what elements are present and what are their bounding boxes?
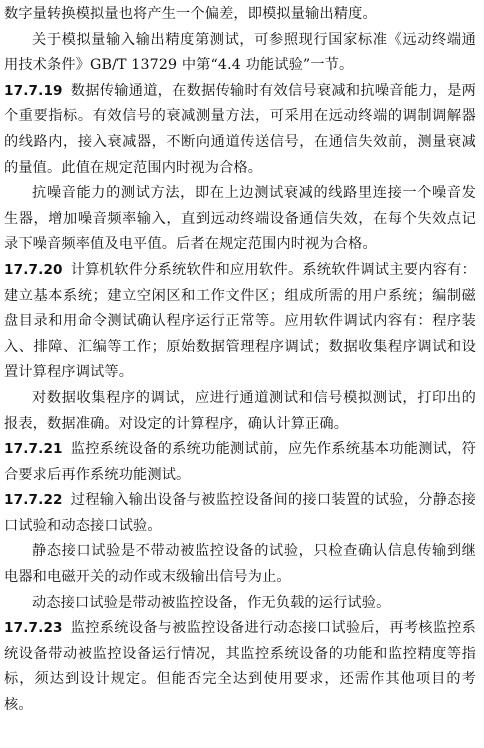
paragraph-1 xyxy=(4,28,476,79)
paragraph-5 xyxy=(4,386,476,437)
section-number: 17.7.22 xyxy=(4,492,63,509)
paragraph-text: 监控系统设备与被监控设备进行动态接口试验后，再考核监控系统设备带动被监控设备运行情况，其监控系统设备的功能和监控精度等指标，须达到设计规定。但能否完全达到使用要求，还需作其他项目的考核。 xyxy=(4,620,476,714)
section-number: 17.7.20 xyxy=(4,261,63,278)
paragraph-9 xyxy=(4,591,476,617)
paragraph-text: 数据传输通道，在数据传输时有效信号衰减和抗噪音能力，是两个重要指标。有效信号的衰减测量方法，可采用在远动终端的调制调解器的线路内，接入衰减器，不断向通道传送信号，在通信失效前，测量衰减的量值。此值在规定范围内时视为合格。 xyxy=(4,82,476,176)
paragraph-0 xyxy=(4,2,476,28)
paragraph-text: 对数据收集程序的调试，应进行通道测试和信号模拟测试，打印出的报表，数据准确。对设定的计算程序，确认计算正确。 xyxy=(4,389,476,432)
paragraph-text: 动态接口试验是带动被监控设备，作无负载的运行试验。 xyxy=(32,594,391,611)
section-17-7-20 xyxy=(4,258,476,386)
paragraph-text: 抗噪音能力的测试方法，即在上边测试衰减的线路里连接一个噪音发生器，增加噪音频率输入，直到远动终端设备通信失效，在每个失效点记录下噪音频率值及电平值。后者在规定范围内时视为合格。 xyxy=(4,185,476,253)
paragraph-text: 监控系统设备的系统功能测试前，应先作系统基本功能测试，符合要求后再作系统功能测试。 xyxy=(4,441,476,483)
section-17-7-21 xyxy=(4,437,476,488)
paragraph-text: 过程输入输出设备与被监控设备间的接口装置的试验，分静态接口试验和动态接口试验。 xyxy=(4,492,476,534)
paragraph-8 xyxy=(4,539,476,590)
section-17-7-19 xyxy=(4,79,476,181)
section-number: 17.7.21 xyxy=(4,441,63,458)
section-17-7-23 xyxy=(4,616,476,718)
section-number: 17.7.19 xyxy=(4,82,63,99)
section-17-7-22 xyxy=(4,488,476,539)
section-number: 17.7.23 xyxy=(4,620,63,637)
paragraph-3 xyxy=(4,181,476,258)
paragraph-text: 计算机软件分系统软件和应用软件。系统软件调试主要内容有：建立基本系统；建立空闲区和工作文件区；组成所需的用户系统；编制磁盘目录和用命令测试确认程序运行正常等。应用软件调试内容有：程序装入、排障、汇编等工作；原始数据管理程序调试；数据收集程序调试和设置计算程序调试等。 xyxy=(4,261,476,381)
paragraph-text: 静态接口试验是不带动被监控设备的试验，只检查确认信息传输到继电器和电磁开关的动作或末级输出信号为止。 xyxy=(4,543,476,586)
paragraph-text: 关于模拟量输入输出精度第测试，可参照现行国家标准《远动终端通用技术条件》GB/T 13729 中第“4.4 功能试验”一节。 xyxy=(4,31,476,74)
paragraph-text: 数字量转换模拟量也将产生一个偏差，即模拟量输出精度。 xyxy=(4,6,377,22)
